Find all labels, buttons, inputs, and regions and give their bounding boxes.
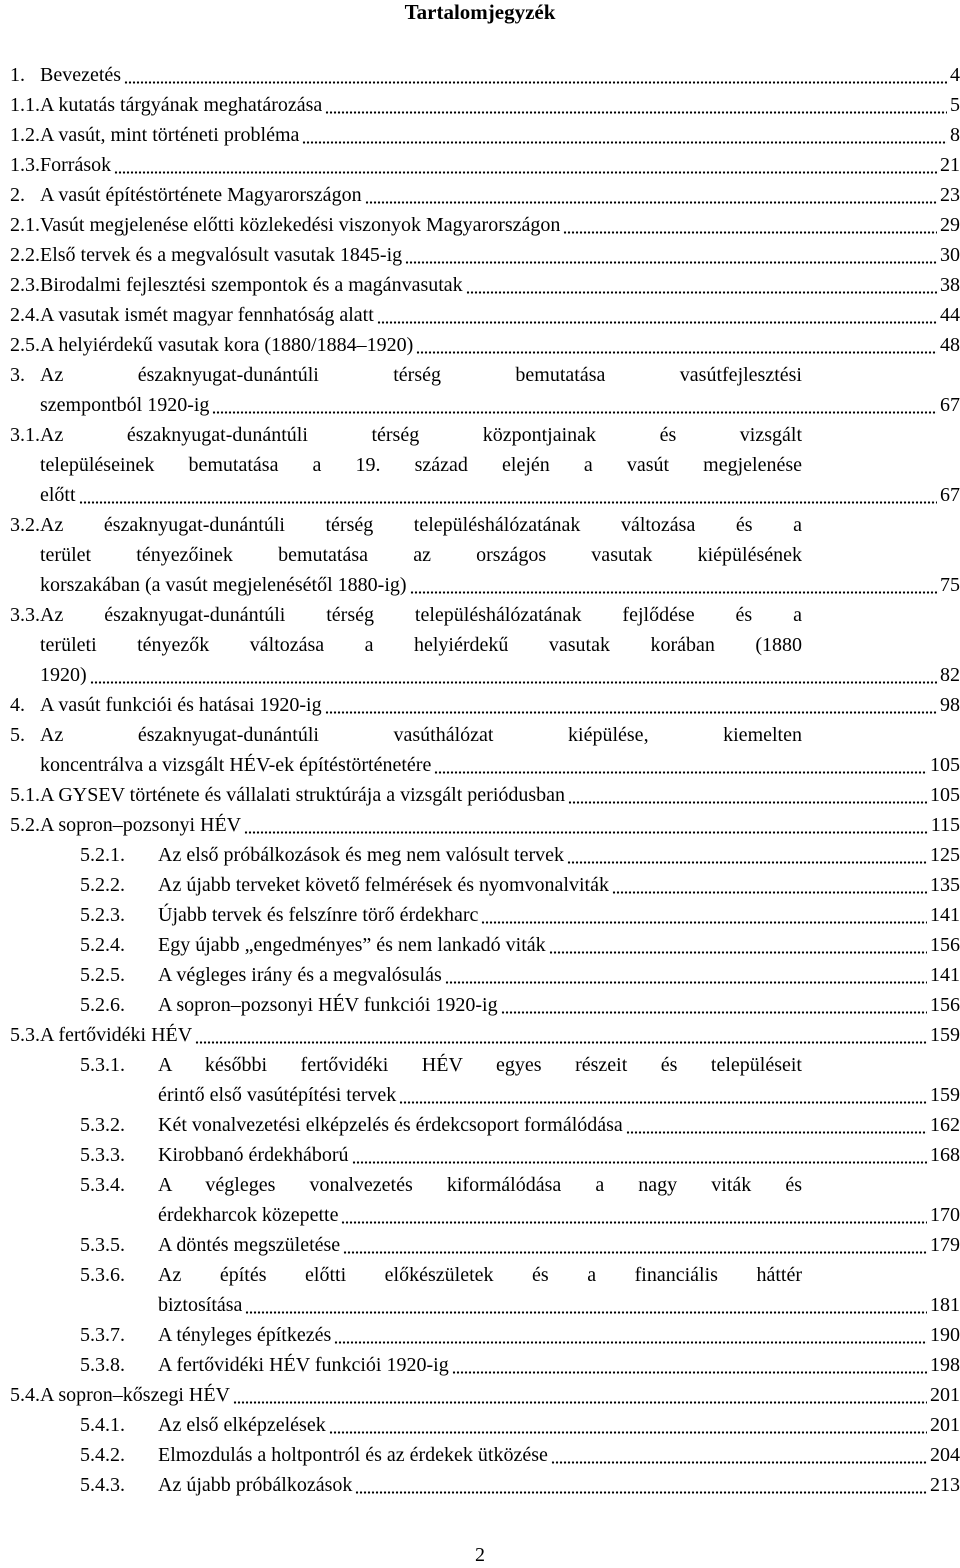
toc-entry-number: 3.	[10, 364, 25, 386]
toc-entry-page: 48	[940, 334, 960, 356]
toc-entry-number: 2.5.	[10, 334, 40, 356]
dot-leader	[501, 1010, 927, 1015]
toc-entry[interactable]	[10, 1260, 960, 1320]
dot-leader	[352, 1160, 928, 1165]
toc-entry[interactable]	[10, 990, 960, 1020]
toc-entry-number: 2.2.	[10, 244, 40, 266]
dot-leader	[481, 920, 927, 925]
toc-entry[interactable]	[10, 150, 960, 180]
dot-leader	[79, 500, 937, 505]
dot-leader	[233, 1400, 927, 1405]
toc-entry[interactable]	[10, 900, 960, 930]
toc-entry-title: Birodalmi fejlesztési szempontok és a magánvasutak	[40, 274, 463, 296]
toc-entry[interactable]	[10, 720, 960, 780]
toc-entry-page: 23	[940, 184, 960, 206]
toc-entry-number: 5.3.	[10, 1024, 40, 1046]
toc-entry-page: 162	[930, 1114, 960, 1136]
dot-leader	[195, 1040, 927, 1045]
toc-entry-number: 1.3.	[10, 154, 40, 176]
dot-leader	[334, 1340, 927, 1345]
dot-leader	[90, 680, 937, 685]
toc-entry-number: 2.4.	[10, 304, 40, 326]
toc-entry[interactable]	[10, 870, 960, 900]
toc-entry-page: 8	[950, 124, 960, 146]
toc-entry-number: 5.4.	[10, 1384, 40, 1406]
toc-entry-title-line: terület tényezőinek bemutatása az országos vasutak kiépülésének	[40, 544, 802, 566]
dot-leader	[365, 200, 937, 205]
toc-entry-number: 5.2.4.	[80, 934, 125, 956]
toc-entry-page: 29	[940, 214, 960, 236]
toc-entry-page: 204	[930, 1444, 960, 1466]
toc-entry-title: A GYSEV története és vállalati struktúrája a vizsgált periódusban	[40, 784, 566, 806]
toc-entry-page: 105	[930, 784, 960, 806]
toc-entry[interactable]	[10, 1140, 960, 1170]
toc-entry-title: A kutatás tárgyának meghatározása	[40, 94, 323, 116]
toc-entry-page: 179	[930, 1234, 960, 1256]
toc-entry-page: 190	[930, 1324, 960, 1346]
dot-leader	[114, 170, 937, 175]
toc-entry[interactable]	[10, 270, 960, 300]
toc-entry-number: 1.2.	[10, 124, 40, 146]
toc-entry-title: Kirobbanó érdekháború	[158, 1144, 349, 1166]
toc-entry-title-line: Az északnyugat-dunántúli térség bemutatása vasútfejlesztési	[40, 364, 802, 386]
dot-leader	[612, 890, 927, 895]
toc-entry-page: 159	[930, 1024, 960, 1046]
toc-entry-title: A döntés megszületése	[158, 1234, 341, 1256]
toc-entry-title: Források	[40, 154, 112, 176]
dot-leader	[212, 410, 937, 415]
dot-leader	[405, 260, 937, 265]
dot-leader	[567, 860, 927, 865]
toc-entry-number: 4.	[10, 694, 25, 716]
toc-entry[interactable]	[10, 690, 960, 720]
toc-entry-title: korszakában (a vasút megjelenésétől 1880-ig)	[40, 574, 407, 596]
toc-entry-number: 5.3.7.	[80, 1324, 125, 1346]
toc-entry-title-line: Az északnyugat-dunántúli térség településhálózatának fejlődése és a	[40, 604, 802, 626]
toc-entry-number: 3.3.	[10, 604, 40, 626]
toc-entry-page: 135	[930, 874, 960, 896]
toc-entry-title: Első tervek és a megvalósult vasutak 1845-ig	[40, 244, 403, 266]
toc-entry-title: koncentrálva a vizsgált HÉV-ek építéstörténetére	[40, 754, 432, 776]
dot-leader	[416, 350, 937, 355]
dot-leader	[452, 1370, 927, 1375]
dot-leader	[551, 1460, 927, 1465]
toc-entry-number: 5.3.2.	[80, 1114, 125, 1136]
toc-entry-page: 168	[930, 1144, 960, 1166]
toc-entry-title-line: Az északnyugat-dunántúli vasúthálózat kiépülése, kiemelten	[40, 724, 802, 746]
toc-entry-page: 4	[950, 64, 960, 86]
page-title: Tartalomjegyzék	[404, 0, 556, 24]
dot-leader	[410, 590, 937, 595]
toc-entry[interactable]	[10, 600, 960, 690]
toc-entry-page: 170	[930, 1204, 960, 1226]
toc-entry-page: 201	[930, 1384, 960, 1406]
toc-entry-number: 2.	[10, 184, 25, 206]
toc-entry[interactable]	[10, 1020, 960, 1050]
toc-entry-number: 5.3.4.	[80, 1174, 125, 1196]
toc-entry-title: Újabb tervek és felszínre törő érdekharc	[158, 904, 479, 926]
toc-list	[10, 60, 960, 1500]
dot-leader	[445, 980, 927, 985]
toc-entry-number: 2.1.	[10, 214, 40, 236]
toc-entry[interactable]	[10, 780, 960, 810]
toc-entry-title: A vasút építéstörténete Magyarországon	[40, 184, 362, 206]
toc-entry[interactable]	[10, 1230, 960, 1260]
toc-entry-number: 5.2.2.	[80, 874, 125, 896]
toc-entry-title: A fertővidéki HÉV	[40, 1024, 193, 1046]
dot-leader	[329, 1430, 927, 1435]
dot-leader	[325, 110, 947, 115]
toc-entry-title: Bevezetés	[40, 64, 122, 86]
toc-entry-page: 82	[940, 664, 960, 686]
toc-entry[interactable]	[10, 810, 960, 840]
toc-entry-title: biztosítása	[158, 1294, 243, 1316]
dot-leader	[377, 320, 937, 325]
dot-leader	[399, 1100, 927, 1105]
toc-entry[interactable]	[10, 180, 960, 210]
toc-entry-page: 30	[940, 244, 960, 266]
toc-entry-title: A végleges irány és a megvalósulás	[158, 964, 442, 986]
toc-entry-page: 21	[940, 154, 960, 176]
dot-leader	[626, 1130, 927, 1135]
toc-entry-page: 98	[940, 694, 960, 716]
toc-entry-page: 156	[930, 994, 960, 1016]
toc-entry-title: A helyiérdekű vasutak kora (1880/1884–1920)	[40, 334, 414, 356]
toc-entry[interactable]	[10, 120, 960, 150]
toc-entry[interactable]	[10, 510, 960, 600]
toc-entry[interactable]	[10, 840, 960, 870]
toc-entry-title: Az újabb terveket követő felmérések és nyomvonalviták	[158, 874, 609, 896]
dot-leader	[568, 800, 927, 805]
toc-entry-number: 1.	[10, 64, 25, 86]
toc-entry-number: 5.	[10, 724, 25, 746]
toc-entry[interactable]	[10, 1110, 960, 1140]
toc-entry-title: A vasút funkciói és hatásai 1920-ig	[40, 694, 322, 716]
toc-entry-title: A vasút, mint történeti probléma	[40, 124, 300, 146]
toc-entry-page: 75	[940, 574, 960, 596]
toc-entry-number: 5.2.	[10, 814, 40, 836]
toc-entry-number: 5.4.3.	[80, 1474, 125, 1496]
toc-entry-title: Elmozdulás a holtpontról és az érdekek ütközése	[158, 1444, 548, 1466]
toc-entry-page: 44	[940, 304, 960, 326]
toc-entry-page: 181	[930, 1294, 960, 1316]
toc-entry-number: 5.3.3.	[80, 1144, 125, 1166]
page-number: 2	[475, 1544, 485, 1566]
toc-entry[interactable]	[10, 1440, 960, 1470]
toc-entry-title-line: Az építés előtti előkészületek és a financiális háttér	[158, 1264, 802, 1286]
toc-entry-page: 5	[950, 94, 960, 116]
toc-entry-page: 38	[940, 274, 960, 296]
toc-entry-number: 5.2.6.	[80, 994, 125, 1016]
toc-entry-title-line: A későbbi fertővidéki HÉV egyes részeit és településeit	[158, 1054, 802, 1076]
toc-entry-number: 1.1.	[10, 94, 40, 116]
dot-leader	[563, 230, 937, 235]
toc-entry-number: 5.2.3.	[80, 904, 125, 926]
toc-entry-title: A vasutak ismét magyar fennhatóság alatt	[40, 304, 374, 326]
toc-entry-number: 5.1.	[10, 784, 40, 806]
toc-entry-page: 125	[930, 844, 960, 866]
toc-entry-page: 105	[930, 754, 960, 776]
toc-entry-page: 198	[930, 1354, 960, 1376]
toc-entry-page: 141	[930, 904, 960, 926]
toc-entry-title: Az első próbálkozások és meg nem valósult tervek	[158, 844, 564, 866]
toc-entry-number: 5.3.8.	[80, 1354, 125, 1376]
toc-entry[interactable]	[10, 240, 960, 270]
toc-entry-title-line: területi tényezők változása a helyiérdekű vasutak korában (1880	[40, 634, 802, 656]
toc-entry-number: 5.3.1.	[80, 1054, 125, 1076]
dot-leader	[343, 1250, 927, 1255]
toc-entry[interactable]	[10, 60, 960, 90]
toc-entry-page: 213	[930, 1474, 960, 1496]
toc-entry-title: előtt	[40, 484, 76, 506]
dot-leader	[325, 710, 937, 715]
toc-entry[interactable]	[10, 1350, 960, 1380]
toc-entry-page: 159	[930, 1084, 960, 1106]
dot-leader	[244, 830, 928, 835]
toc-entry-title: A tényleges építkezés	[158, 1324, 332, 1346]
toc-entry-title: érdekharcok közepette	[158, 1204, 339, 1226]
toc-entry-page: 201	[930, 1414, 960, 1436]
toc-entry-page: 67	[940, 484, 960, 506]
toc-entry[interactable]	[10, 360, 960, 420]
dot-leader	[302, 140, 947, 145]
toc-entry[interactable]	[10, 330, 960, 360]
toc-entry[interactable]	[10, 300, 960, 330]
toc-entry-title: A fertővidéki HÉV funkciói 1920-ig	[158, 1354, 449, 1376]
toc-entry-title: Az újabb próbálkozások	[158, 1474, 353, 1496]
toc-entry-title-line: településeinek bemutatása a 19. század elején a vasút megjelenése	[40, 454, 802, 476]
toc-entry-title: A sopron–pozsonyi HÉV	[40, 814, 242, 836]
dot-leader	[355, 1490, 927, 1495]
toc-entry-number: 5.2.5.	[80, 964, 125, 986]
toc-entry-title-line: A végleges vonalvezetés kiformálódása a nagy viták és	[158, 1174, 802, 1196]
dot-leader	[341, 1220, 927, 1225]
toc-entry-number: 5.4.2.	[80, 1444, 125, 1466]
toc-entry-page: 156	[930, 934, 960, 956]
toc-entry[interactable]	[10, 1320, 960, 1350]
toc-entry[interactable]	[10, 1170, 960, 1230]
toc-entry-title-line: Az északnyugat-dunántúli térség központjainak és vizsgált	[40, 424, 802, 446]
toc-entry[interactable]	[10, 1050, 960, 1110]
toc-entry-title: Vasút megjelenése előtti közlekedési viszonyok Magyarországon	[40, 214, 561, 236]
toc-entry[interactable]	[10, 420, 960, 510]
toc-entry-number: 5.3.6.	[80, 1264, 125, 1286]
toc-entry-number: 5.2.1.	[80, 844, 125, 866]
toc-entry-number: 5.4.1.	[80, 1414, 125, 1436]
toc-entry[interactable]	[10, 210, 960, 240]
toc-entry-page: 141	[930, 964, 960, 986]
toc-entry-title-line: Az északnyugat-dunántúli térség településhálózatának változása és a	[40, 514, 802, 536]
dot-leader	[245, 1310, 927, 1315]
toc-entry[interactable]	[10, 1470, 960, 1500]
dot-leader	[466, 290, 937, 295]
dot-leader	[124, 80, 947, 85]
toc-entry-title: Egy újabb „engedményes” és nem lankadó viták	[158, 934, 546, 956]
toc-entry-title: Az első elképzelések	[158, 1414, 326, 1436]
toc-entry-page: 115	[930, 814, 960, 836]
toc-entry-title: 1920)	[40, 664, 87, 686]
toc-entry-title: Két vonalvezetési elképzelés és érdekcsoport formálódása	[158, 1114, 623, 1136]
toc-entry-title: A sopron–kőszegi HÉV	[40, 1384, 230, 1406]
toc-entry-number: 2.3.	[10, 274, 40, 296]
toc-entry[interactable]	[10, 960, 960, 990]
toc-entry-number: 5.3.5.	[80, 1234, 125, 1256]
toc-entry[interactable]	[10, 90, 960, 120]
toc-entry-title: szempontból 1920-ig	[40, 394, 210, 416]
toc-entry-title: A sopron–pozsonyi HÉV funkciói 1920-ig	[158, 994, 498, 1016]
toc-entry-number: 3.1.	[10, 424, 40, 446]
dot-leader	[549, 950, 927, 955]
toc-entry-title: érintő első vasútépítési tervek	[158, 1084, 397, 1106]
toc-entry[interactable]	[10, 1410, 960, 1440]
dot-leader	[434, 770, 927, 775]
toc-entry[interactable]	[10, 1380, 960, 1410]
toc-entry[interactable]	[10, 930, 960, 960]
toc-entry-number: 3.2.	[10, 514, 40, 536]
toc-entry-page: 67	[940, 394, 960, 416]
